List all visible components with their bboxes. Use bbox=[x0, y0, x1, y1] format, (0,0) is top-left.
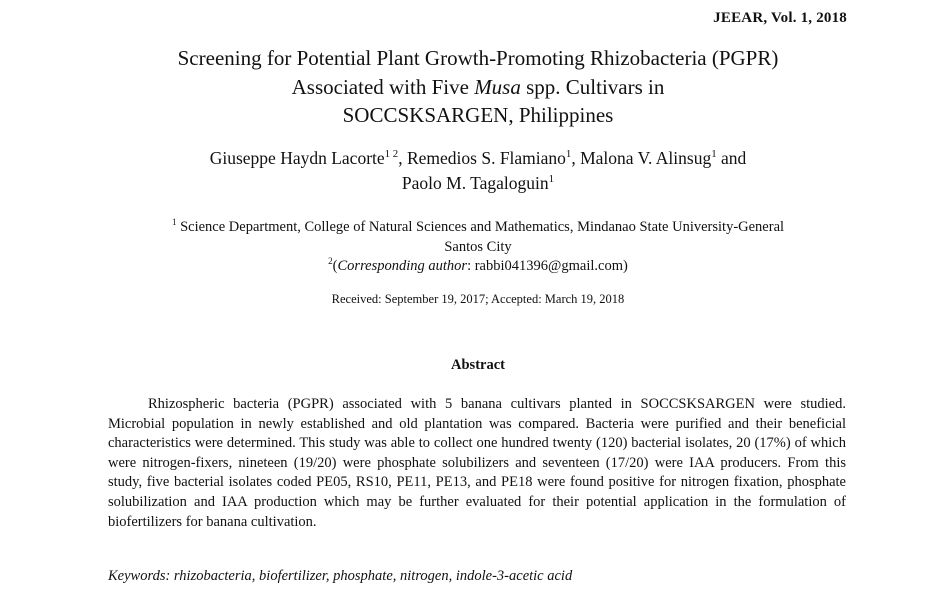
received-accepted-dates: Received: September 19, 2017; Accepted: March 19, 2018 bbox=[331, 292, 625, 306]
author-affiliation-mark: 1 bbox=[565, 148, 572, 161]
affiliations bbox=[100, 218, 856, 277]
author-name: Paolo M. Tagaloguin bbox=[401, 173, 549, 193]
affiliation-mark: 1 bbox=[171, 217, 177, 228]
affiliation-text: Science Department, College of Natural Sciences and Mathematics, Mindanao State University-General bbox=[180, 219, 785, 235]
author-separator: , bbox=[398, 148, 407, 168]
author-affiliation-mark: 1 bbox=[711, 148, 717, 161]
author-name: Giuseppe Haydn Lacorte bbox=[209, 148, 385, 168]
title-line-3: SOCCSKSARGEN, Philippines bbox=[342, 103, 614, 127]
title-line-2-end: spp. Cultivars in bbox=[520, 74, 665, 99]
author-name: Malona V. Alinsug bbox=[580, 148, 712, 168]
keywords: Keywords: rhizobacteria, biofertilizer, phosphate, nitrogen, indole-3-acetic acid bbox=[108, 568, 573, 584]
author-affiliation-mark: 1 2 bbox=[384, 148, 399, 161]
corresponding-author bbox=[100, 257, 856, 277]
corresponding-open: ( bbox=[332, 258, 338, 274]
affiliation-line-1 bbox=[100, 218, 856, 238]
author-list bbox=[100, 146, 856, 196]
author-separator: , bbox=[571, 148, 581, 168]
corresponding-mark: 2 bbox=[328, 256, 333, 267]
abstract-body: Rhizospheric bacteria (PGPR) associated with 5 banana cultivars planted in SOCCSKSARGEN were studied. Microbial population in newly established and old plantation was compared. Bacteria were purified and their beneficial characteristics were determined. This study was able to collect one hundred twenty (120) bacterial isolates, 20 (17%) of which were nitrogen-fixers, nineteen (19/20) were phosphate solubilizers and seventeen (17/20) were IAA producers. From this study, five bacterial isolates coded PE05, RS10, PE11, PE13, and PE18 were found positive for nitrogen fixation, phosphate solubilization and IAA production which may be further evaluated for their potential application in the formulation of biofertilizers for banana cultivation. bbox=[108, 396, 846, 530]
author-affiliation-mark: 1 bbox=[548, 173, 555, 186]
author-separator: and bbox=[716, 148, 747, 168]
title-genus: Musa bbox=[474, 74, 521, 99]
paper-title bbox=[100, 44, 856, 130]
author-name: Remedios S. Flamiano bbox=[406, 148, 566, 168]
author-line-1 bbox=[100, 146, 856, 171]
abstract-heading: Abstract bbox=[451, 357, 505, 373]
title-line-1: Screening for Potential Plant Growth-Promoting Rhizobacteria (PGPR) bbox=[177, 46, 779, 70]
corresponding-label: Corresponding author bbox=[337, 258, 468, 274]
affiliation-line-2: Santos City bbox=[444, 238, 512, 255]
journal-citation: JEEAR, Vol. 1, 2018 bbox=[713, 10, 847, 26]
title-line-2 bbox=[100, 73, 856, 102]
corresponding-email: : rabbi041396@gmail.com) bbox=[467, 258, 628, 274]
author-line-2 bbox=[100, 171, 856, 196]
title-line-2-start: Associated with Five bbox=[291, 74, 475, 99]
